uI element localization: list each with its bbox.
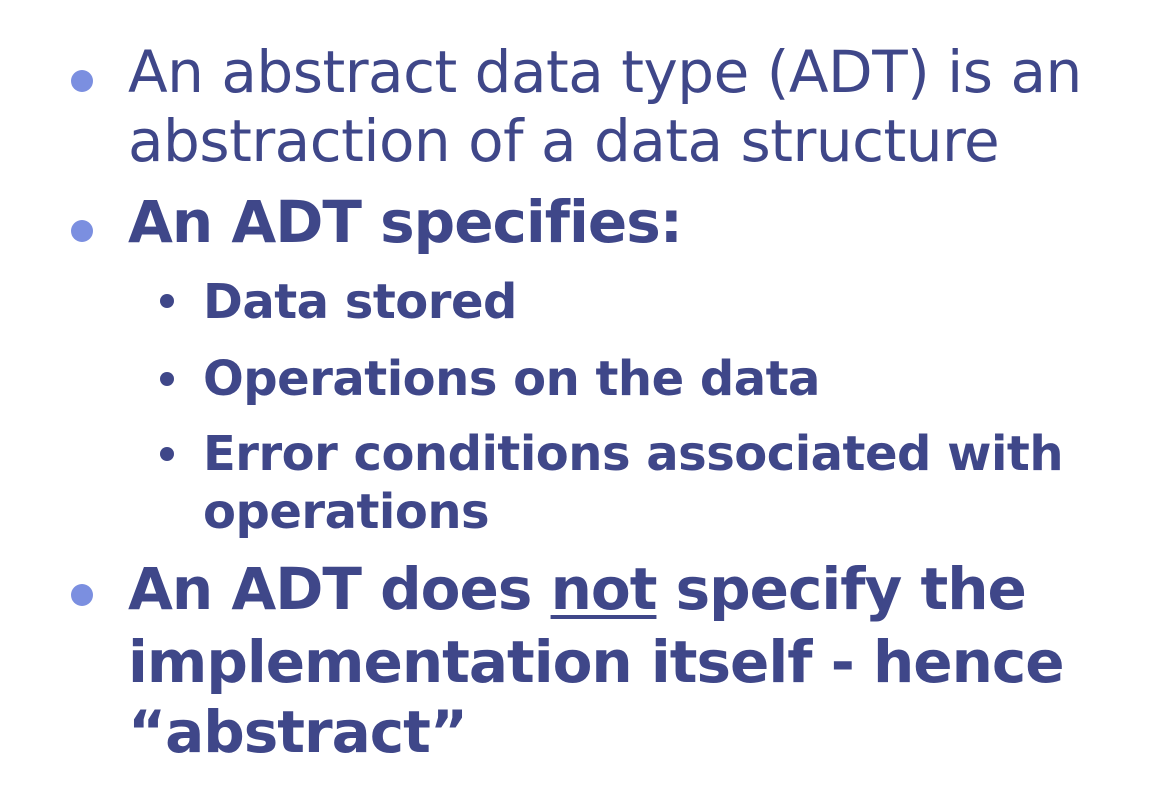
- sub-bullet-1-dot: [160, 294, 174, 308]
- bullet-2-dot: [71, 220, 93, 242]
- sub-bullet-3-dot: [160, 447, 174, 461]
- bullet-3-emphasis-not: not: [550, 555, 657, 623]
- bullet-3-line-3: “abstract”: [128, 698, 467, 766]
- bullet-3-line-1-before: An ADT does: [128, 555, 551, 623]
- bullet-3-line-2: implementation itself - hence: [128, 628, 1064, 696]
- bullet-3-line-1-after: specify the: [656, 555, 1026, 623]
- sub-bullet-2-dot: [160, 372, 174, 386]
- sub-bullet-1-text: Data stored: [203, 274, 517, 330]
- bullet-1-line-1: An abstract data type (ADT) is an: [128, 38, 1082, 106]
- sub-bullet-3-line-2: operations: [203, 484, 490, 540]
- bullet-3-line-1: [128, 555, 1026, 623]
- bullet-3-dot: [71, 584, 93, 606]
- sub-bullet-3-line-1: Error conditions associated with: [203, 426, 1064, 482]
- bullet-2-heading: An ADT specifies:: [128, 188, 682, 256]
- bullet-1-dot: [71, 70, 93, 92]
- bullet-1-line-2: abstraction of a data structure: [128, 107, 1000, 175]
- sub-bullet-2-text: Operations on the data: [203, 351, 820, 407]
